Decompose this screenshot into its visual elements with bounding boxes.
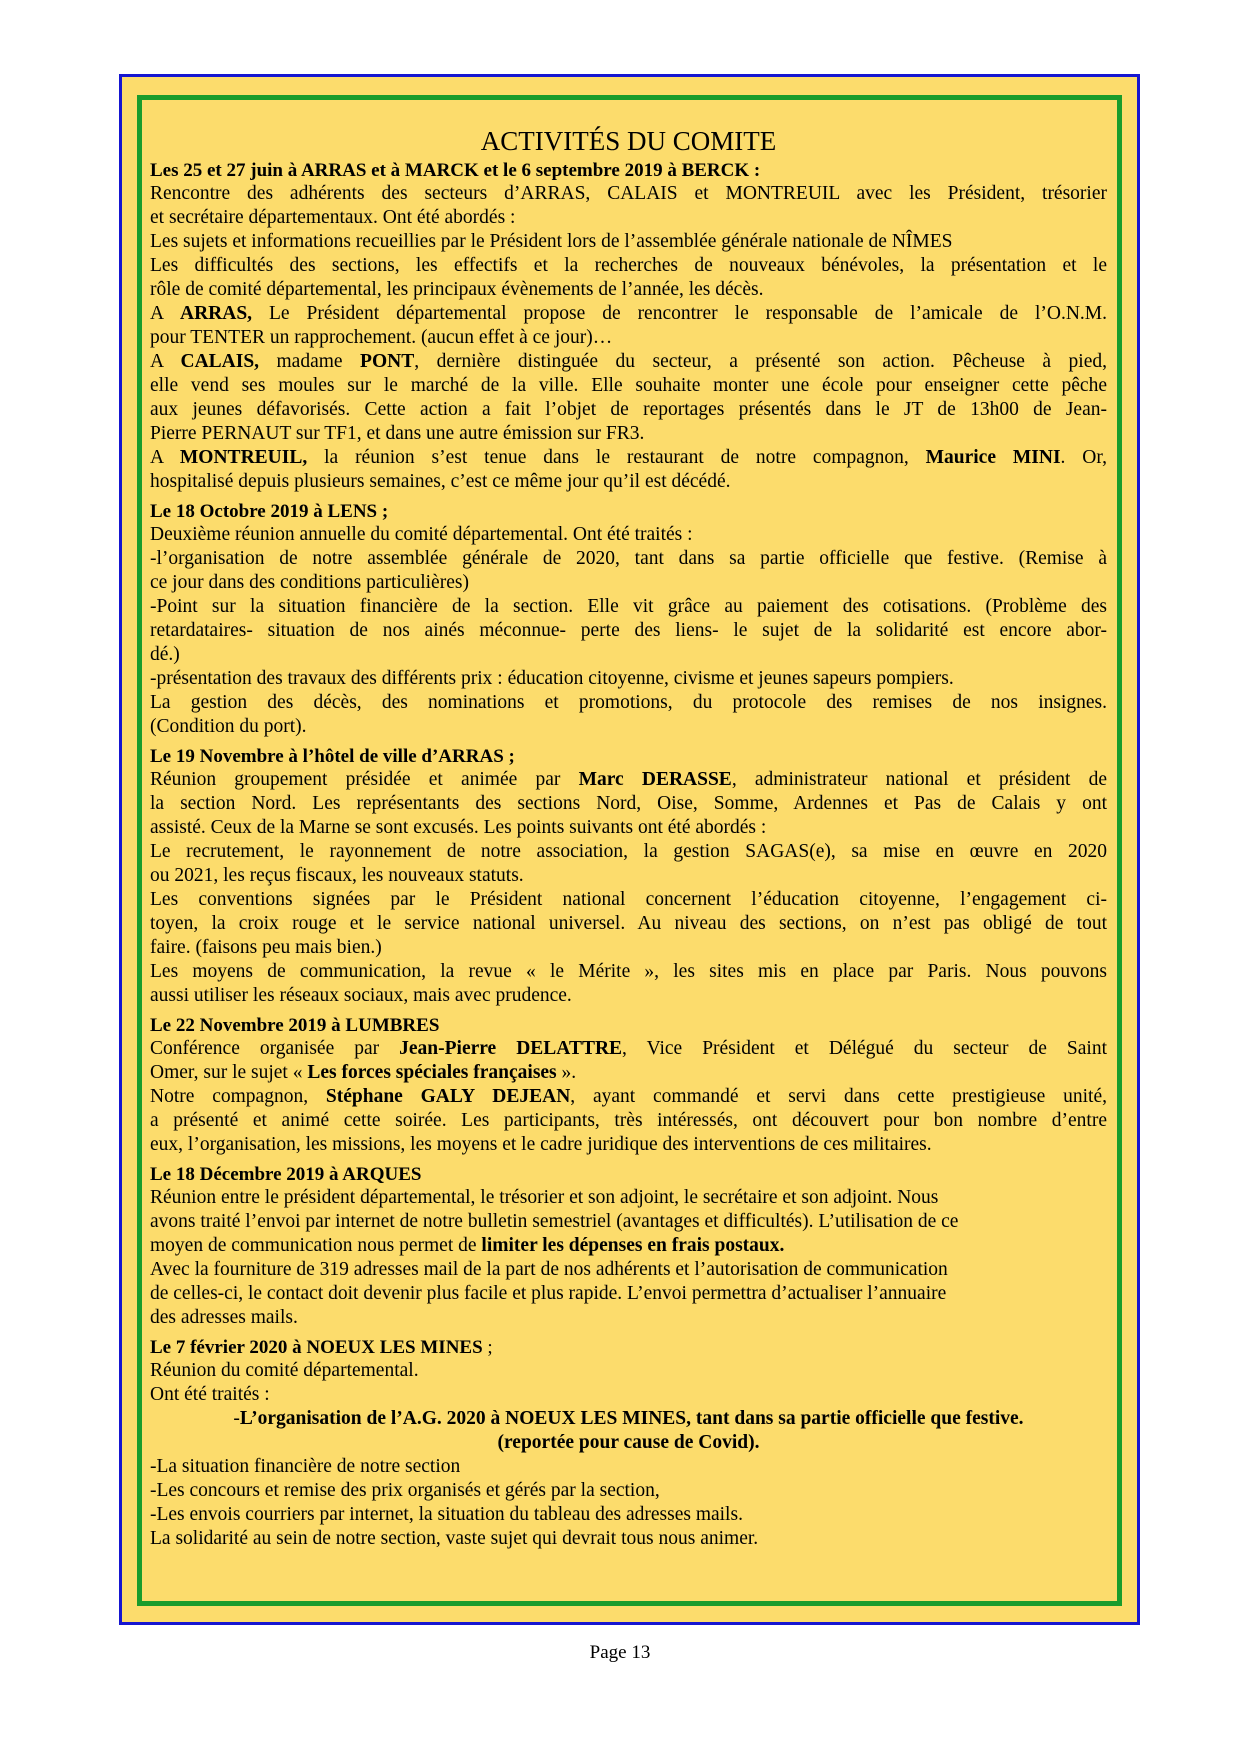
text-run: -Les concours et remise des prix organisés et gérés par la section, [150,1480,660,1501]
section-block [150,159,1107,494]
text-line [150,864,1107,888]
sections-container [150,159,1107,1551]
section-block [150,1014,1107,1157]
text-line [150,1258,1107,1282]
bold-text: Maurice MINI [925,447,1061,468]
text-run: Le Président départemental propose de rencontrer le responsable de l’amicale de l’O.N.M. [252,303,1107,324]
text-run: ». [556,1062,577,1083]
bold-text: (reportée pour cause de Covid). [497,1432,760,1453]
section-heading-text: Le 22 Novembre 2019 à LUMBRES [150,1015,440,1036]
text-line [150,1037,1107,1061]
text-run: Les moyens de communication, la revue « le Mérite », les sites mis en place par Paris. Nous pouvons [150,961,1107,982]
text-run: des adresses mails. [150,1307,298,1328]
text-run: aux jeunes défavorisés. Cette action a fait l’objet de reportages présentés dans le JT de 13h00 de Jean- [150,399,1107,420]
text-run: -l’organisation de notre assemblée générale de 2020, tant dans sa partie officielle que festive. (Remise à [150,548,1107,569]
text-run: retardataires- situation de nos ainés méconnue- perte des liens- le sujet de la solidarité est encore abor- [150,620,1107,641]
text-line [150,1503,1107,1527]
section-heading [150,500,1107,523]
text-run: Les sujets et informations recueillies par le Président lors de l’assemblée générale nationale de NÎMES [150,231,953,252]
text-run: La solidarité au sein de notre section, vaste sujet qui devrait tous nous animer. [150,1528,759,1549]
text-line [150,816,1107,840]
text-run: la réunion s’est tenue dans le restaurant de notre compagnon, [307,447,926,468]
text-line [150,1109,1107,1133]
bold-text: CALAIS, [180,351,260,372]
text-line [150,547,1107,571]
text-run: - [233,1408,240,1429]
bold-text: Les forces spéciales françaises [307,1062,557,1083]
text-line [150,1479,1107,1503]
section-heading-text: Les 25 et 27 juin à ARRAS et à MARCK et le 6 septembre 2019 à BERCK : [150,160,761,181]
bold-text: limiter les dépenses en frais postaux. [481,1235,785,1256]
text-run: , Vice Président et Délégué du secteur de Saint [622,1038,1107,1059]
text-run: Pierre PERNAUT sur TF1, et dans une autre émission sur FR3. [150,423,645,444]
text-line [150,792,1107,816]
text-line [150,470,1107,494]
text-run: La gestion des décès, des nominations et promotions, du protocole des remises de nos insignes. [150,692,1107,713]
text-run: toyen, la croix rouge et le service national universel. Au niveau des sections, on n’est pas obligé de tout [150,913,1107,934]
text-line [150,278,1107,302]
section-heading [150,745,1107,768]
text-run: Les conventions signées par le Président national concernent l’éducation citoyenne, l’engagement ci- [150,889,1107,910]
text-run: , ayant commandé et servi dans cette prestigieuse unité, [570,1086,1107,1107]
section-heading-text: Le 19 Novembre à l’hôtel de ville d’ARRAS ; [150,746,515,767]
text-line [150,691,1107,715]
text-line [150,936,1107,960]
bold-text: Stéphane GALY DEJEAN [325,1086,571,1107]
text-run: Omer, sur le sujet « [150,1062,308,1083]
text-line [150,230,1107,254]
text-run: et secrétaire départementaux. Ont été abordés : [150,207,516,228]
text-line [150,350,1107,374]
text-line [150,595,1107,619]
text-run: -Point sur la situation financière de la section. Elle vit grâce au paiement des cotisations. (Problème des [150,596,1107,617]
text-line [150,326,1107,350]
text-run: A [150,447,180,468]
text-run: Réunion entre le président départemental, le trésorier et son adjoint, le secrétaire et son adjoint. Nous [150,1187,939,1208]
text-line [150,984,1107,1008]
bold-text: Marc DERASSE [578,769,732,790]
section-block [150,745,1107,1008]
text-line [150,960,1107,984]
text-line [150,1210,1107,1234]
text-run: moyen de communication nous permet de [150,1235,482,1256]
text-run: de celles-ci, le contact doit devenir plus facile et plus rapide. L’envoi permettra d’actualiser l’annuaire [150,1283,947,1304]
section-heading [150,1336,1107,1359]
text-line [150,182,1107,206]
text-run: rôle de comité départemental, les principaux évènements de l’année, les décès. [150,279,764,300]
text-line [150,715,1107,739]
bold-text: Jean-Pierre DELATTRE [399,1038,623,1059]
section-heading [150,159,1107,182]
text-line [150,643,1107,667]
text-run: ou 2021, les reçus fiscaux, les nouveaux statuts. [150,865,524,886]
text-line [150,1359,1107,1383]
section-block [150,1336,1107,1551]
section-heading-suffix: ; [482,1337,493,1358]
section-heading [150,1163,1107,1186]
section-heading-text: Le 18 Décembre 2019 à ARQUES [150,1164,422,1185]
text-line [150,768,1107,792]
text-run: Les difficultés des sections, les effectifs et la recherches de nouveaux bénévoles, la présentation et le [150,255,1107,276]
text-run: hospitalisé depuis plusieurs semaines, c’est ce même jour qu’il est décédé. [150,471,731,492]
text-run: assisté. Ceux de la Marne se sont excusés. Les points suivants ont été abordés : [150,817,767,838]
text-line [150,1282,1107,1306]
bold-text: ARRAS, [179,303,253,324]
text-line [150,1085,1107,1109]
text-line [150,398,1107,422]
text-run: A [150,303,180,324]
text-run: , administrateur national et président de [731,769,1107,790]
text-run: . Or, [1060,447,1107,468]
text-line [150,571,1107,595]
text-run: a présenté et animé cette soirée. Les participants, très intéressés, ont découvert pour bon nombre d’entre [150,1110,1107,1131]
text-run: Rencontre des adhérents des secteurs d’ARRAS, CALAIS et MONTREUIL avec les Président, trésorier [150,183,1107,204]
text-line [150,374,1107,398]
text-line [150,1383,1107,1407]
text-run: A [150,351,181,372]
text-line [150,1061,1107,1085]
section-heading [150,1014,1107,1037]
text-run: Le recrutement, le rayonnement de notre association, la gestion SAGAS(e), sa mise en œuvre en 2020 [150,841,1107,862]
text-run: Réunion groupement présidée et animée par [150,769,579,790]
text-line [150,523,1107,547]
text-line [150,888,1107,912]
text-line [150,667,1107,691]
text-run: elle vend ses moules sur le marché de la ville. Elle souhaite monter une école pour enseigner cette pêche [150,375,1107,396]
bold-text: MONTREUIL, [179,447,308,468]
text-line [150,912,1107,936]
text-line [150,1306,1107,1330]
text-run: Ont été traités : [150,1384,270,1405]
section-heading-text: Le 18 Octobre 2019 à LENS ; [150,501,389,522]
text-line [150,1234,1107,1258]
text-run: , dernière distinguée du secteur, a présenté son action. Pêcheuse à pied, [414,351,1107,372]
text-run: (Condition du port). [150,716,307,737]
text-line [150,422,1107,446]
bold-text: PONT [360,351,415,372]
text-run: Deuxième réunion annuelle du comité départemental. Ont été traités : [150,524,693,545]
section-block [150,500,1107,739]
text-line [150,1455,1107,1479]
text-run: faire. (faisons peu mais bien.) [150,937,382,958]
text-run: la section Nord. Les représentants des sections Nord, Oise, Somme, Ardennes et Pas de Calais y ont [150,793,1107,814]
text-run: avons traité l’envoi par internet de notre bulletin semestriel (avantages et difficultés). L’utilisation de ce [150,1211,959,1232]
bold-text: L’organisation de l’A.G. 2020 à NOEUX LES MINES, tant dans sa partie officielle que festive. [239,1408,1024,1429]
text-run: dé.) [150,644,180,665]
text-line [150,619,1107,643]
text-line [150,840,1107,864]
text-run: -La situation financière de notre section [150,1456,461,1477]
text-run: ce jour dans des conditions particulières) [150,572,469,593]
text-line [150,1186,1107,1210]
text-run: aussi utiliser les réseaux sociaux, mais avec prudence. [150,985,572,1006]
section-heading-text: Le 7 février 2020 à NOEUX LES MINES [150,1337,483,1358]
text-line [150,302,1107,326]
text-run: Réunion du comité départemental. [150,1360,419,1381]
text-run: Avec la fourniture de 319 adresses mail de la part de nos adhérents et l’autorisation de communication [150,1259,948,1280]
text-run: madame [259,351,361,372]
text-line [150,446,1107,470]
page-title: ACTIVITÉS DU COMITE [480,126,777,156]
text-run: pour TENTER un rapprochement. (aucun effet à ce jour)… [150,327,613,348]
text-line [150,1431,1107,1455]
text-line [150,254,1107,278]
page-number: Page 13 [589,1642,651,1663]
text-run: Conférence organisée par [150,1038,400,1059]
text-run: -présentation des travaux des différents prix : éducation citoyenne, civisme et jeunes sapeurs pompiers. [150,668,954,689]
page-content [150,124,1107,1551]
text-run: Notre compagnon, [150,1086,326,1107]
text-line [150,1407,1107,1431]
section-block [150,1163,1107,1330]
text-line [150,1133,1107,1157]
text-line [150,1527,1107,1551]
text-run: eux, l’organisation, les missions, les moyens et le cadre juridique des interventions de ces militaires. [150,1134,932,1155]
text-line [150,206,1107,230]
text-run: -Les envois courriers par internet, la situation du tableau des adresses mails. [150,1504,743,1525]
